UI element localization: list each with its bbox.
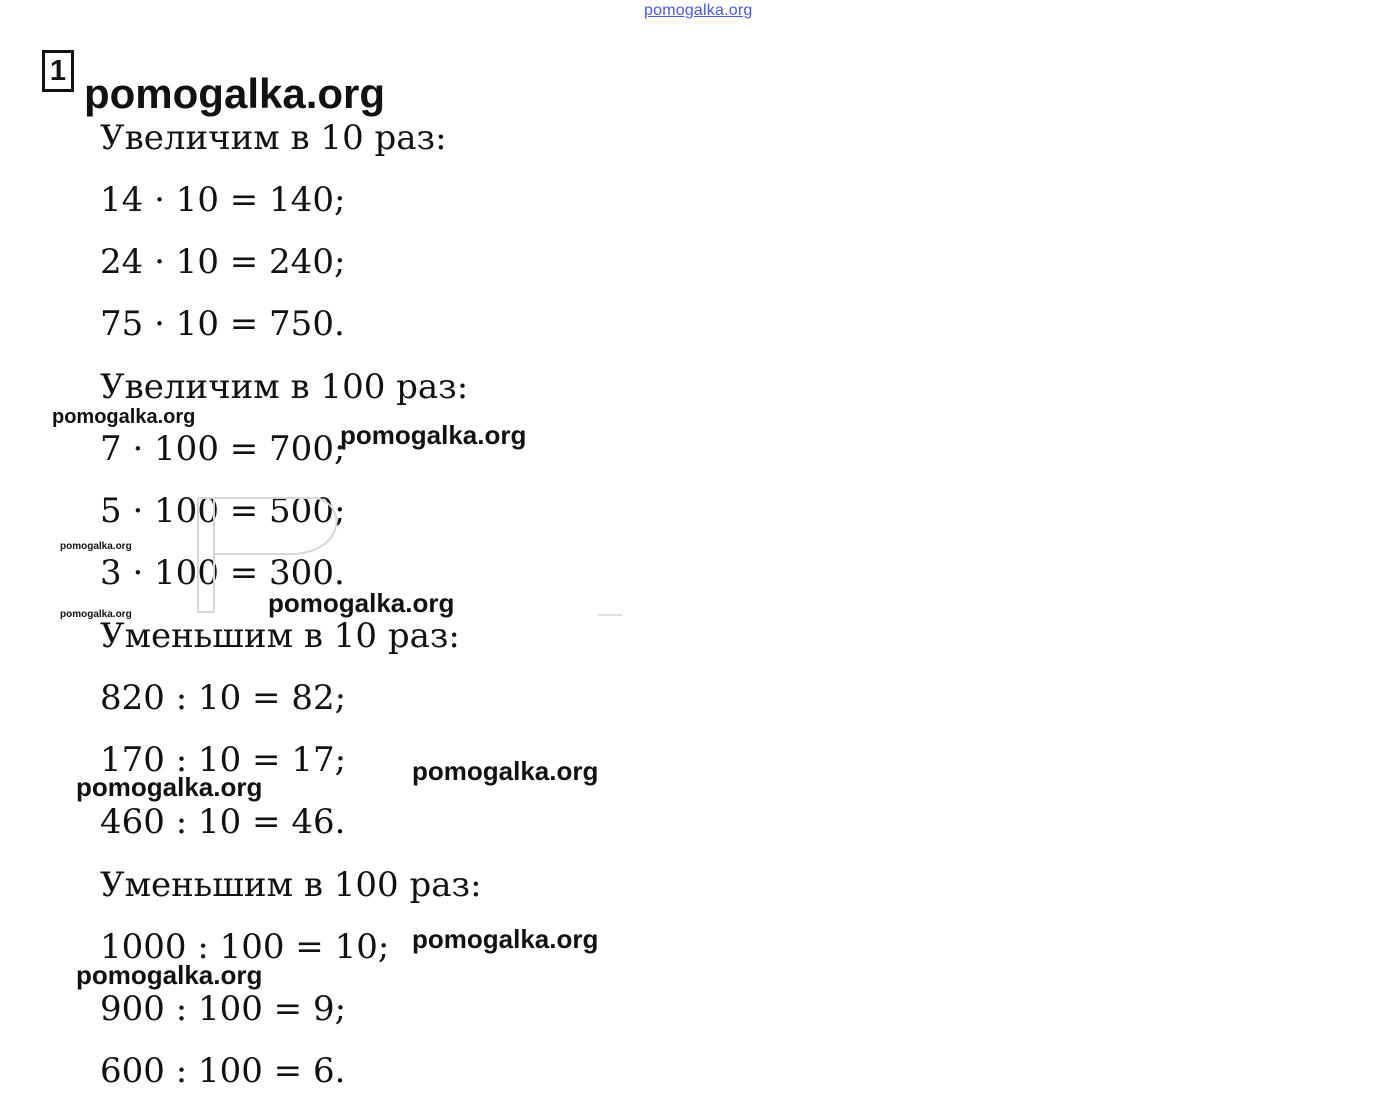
section-heading: Уменьшим в 100 раз: xyxy=(100,865,482,905)
ghost-mark xyxy=(598,614,622,616)
watermark-text: pomogalka.org xyxy=(412,924,599,954)
watermark-text: pomogalka.org xyxy=(52,406,196,428)
watermark-text: pomogalka.org xyxy=(76,772,263,802)
task-number-box: 1 xyxy=(42,50,74,92)
equation-line: 14 · 10 = 140; xyxy=(100,180,346,220)
watermark-text: pomogalka.org xyxy=(340,420,527,450)
section-heading: Уменьшим в 10 раз: xyxy=(100,616,460,656)
equation-line: 820 : 10 = 82; xyxy=(100,678,347,718)
watermark-text: pomogalka.org xyxy=(60,541,132,552)
section-heading: Увеличим в 10 раз: xyxy=(100,118,447,158)
equation-line: 900 : 100 = 9; xyxy=(100,989,347,1029)
watermark-text: pomogalka.org xyxy=(60,609,132,620)
equation-line: 7 · 100 = 700; xyxy=(100,429,346,469)
watermark-text: pomogalka.org xyxy=(76,960,263,990)
title-watermark: pomogalka.org xyxy=(84,70,386,117)
equation-line: 3 · 100 = 300. xyxy=(100,553,345,593)
watermark-text: pomogalka.org xyxy=(268,588,455,618)
equation-line: 170 : 10 = 17; xyxy=(100,740,347,780)
equation-line: 5 · 100 = 500; xyxy=(100,491,346,531)
equation-line: 1000 : 100 = 10; xyxy=(100,927,390,967)
equation-line: 460 : 10 = 46. xyxy=(100,802,346,842)
top-site-link[interactable]: pomogalka.org xyxy=(644,2,753,19)
watermark-text: pomogalka.org xyxy=(412,756,599,786)
equation-line: 24 · 10 = 240; xyxy=(100,242,346,282)
equation-line: 600 : 100 = 6. xyxy=(100,1051,346,1091)
section-heading: Увеличим в 100 раз: xyxy=(100,367,469,407)
equation-line: 75 · 10 = 750. xyxy=(100,304,345,344)
